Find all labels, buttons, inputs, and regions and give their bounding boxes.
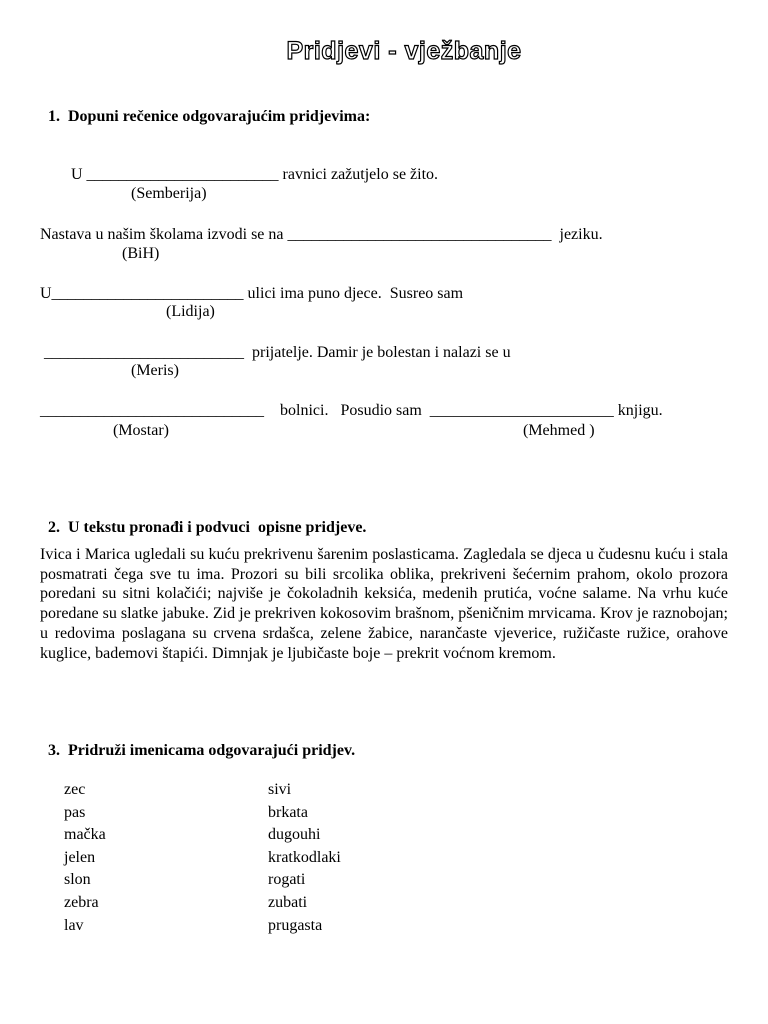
adjective-item: zubati bbox=[268, 893, 308, 911]
noun-item: pas bbox=[64, 803, 86, 821]
page-title: Pridjevi - vježbanje bbox=[286, 37, 522, 65]
noun-item: zebra bbox=[64, 893, 99, 911]
fill-hint-3: (Lidija) bbox=[166, 303, 215, 320]
fill-hint-1: (Semberija) bbox=[131, 185, 207, 202]
noun-item: mačka bbox=[64, 826, 106, 844]
fill-line-1: U ________________________ ravnici zažutjelo se žito. bbox=[71, 166, 439, 183]
adjective-list bbox=[268, 779, 341, 937]
section2-heading: 2. U tekstu pronađi i podvuci opisne pridjeve. bbox=[48, 519, 367, 536]
adjective-item: prugasta bbox=[268, 916, 323, 934]
fill-hint-2: (BiH) bbox=[122, 245, 160, 262]
adjective-item: rogati bbox=[268, 871, 306, 889]
fill-line-2: Nastava u našim školama izvodi se na _________________________________ jeziku. bbox=[40, 226, 603, 243]
fill-line-4: _________________________ prijatelje. Damir je bolestan i nalazi se u bbox=[40, 344, 511, 361]
fill-hint-5: (Mostar) bbox=[113, 422, 169, 439]
adjective-item: sivi bbox=[268, 781, 292, 798]
noun-item: zec bbox=[64, 781, 86, 798]
noun-item: jelen bbox=[64, 848, 96, 866]
noun-list bbox=[64, 779, 106, 937]
fill-line-3: U________________________ ulici ima puno djece. Susreo sam bbox=[40, 285, 464, 302]
fill-line-5: ____________________________ bolnici. Posudio sam _______________________ knjigu. bbox=[40, 402, 663, 419]
noun-item: slon bbox=[64, 871, 91, 889]
section3-heading: 3. Pridruži imenicama odgovarajući pridjev. bbox=[48, 742, 356, 759]
fill-hint-6: (Mehmed ) bbox=[523, 422, 595, 439]
section1-heading: 1. Dopuni rečenice odgovarajućim pridjevima: bbox=[48, 108, 371, 125]
adjective-item: dugouhi bbox=[268, 826, 321, 844]
fill-hint-4: (Meris) bbox=[131, 362, 179, 379]
noun-item: lav bbox=[64, 916, 84, 934]
story-paragraph: Ivica i Marica ugledali su kuću prekrivenu šarenim poslasticama. Zagledala se djeca u čudesnu kuću i stala posmatrati čega sve tu ima. Prozori su bili srcolika oblika, prekriveni šećernim prahom, okolo prozora poredani su sitni kolačići; najviše je čokoladnih keksića, medenih prutića, voćne salame. Na vrhu kuće poredane su slatke jabuke. Zid je prekriven kokosovim brašnom, pšeničnim mrvicama. Krov je raznobojan; u redovima poslagana su crvena srdašca, zelene žabice, narančaste vjeverice, ružičaste ružice, orahove kuglice, bademovi štapići. Dimnjak je ljubičaste boje – prekrit voćnom kremom. bbox=[40, 546, 728, 662]
adjective-item: kratkodlaki bbox=[268, 848, 341, 866]
adjective-item: brkata bbox=[268, 803, 308, 821]
